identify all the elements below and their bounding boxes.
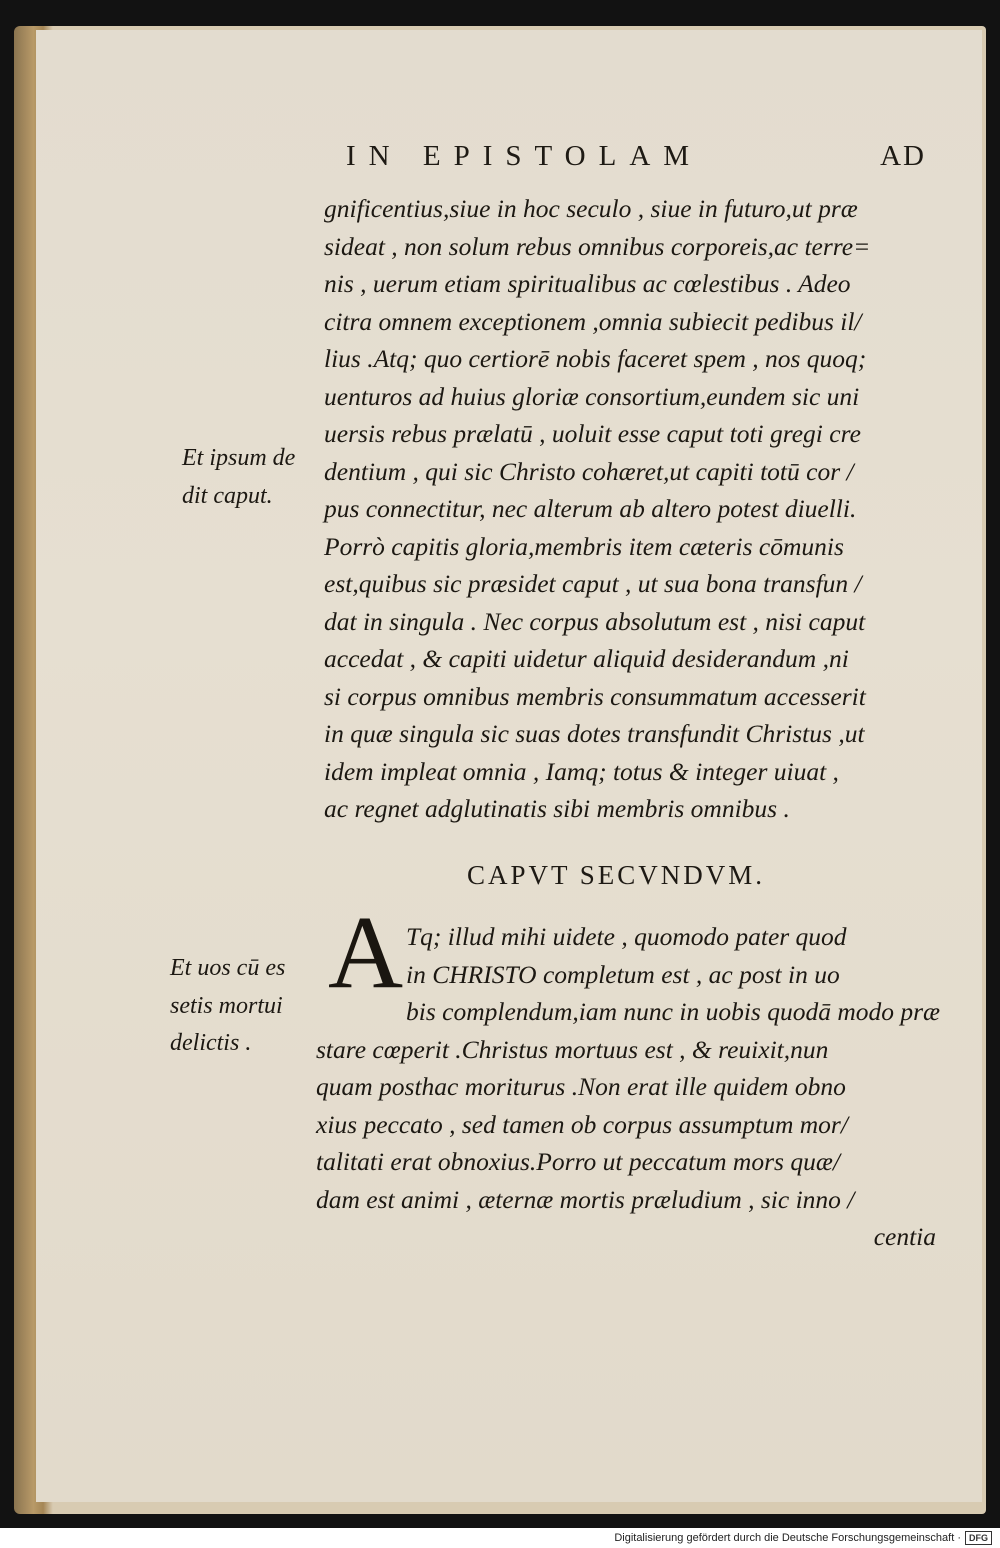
text-line: dam est animi , æternæ mortis præludium , sic inno / [316,1184,855,1214]
text-line: nis , uerum etiam spiritualibus ac cœlestibus . Adeo [324,269,851,298]
text-line: quam posthac moriturus .Non erat ille quidem obno [316,1072,846,1101]
footer-credit: Digitalisierung gefördert durch die Deutsche Forschungsgemeinschaft · [614,1532,961,1544]
text-line: in quæ singula sic suas dotes transfundit Christus ,ut [324,719,865,748]
text-line: idem impleat omnia , Iamq; totus & integer uiuat , [324,756,839,786]
text-line: uersis rebus prælatū , uoluit esse caput toti gregi cre [324,419,861,448]
text-line: lius .Atq; quo certiorē nobis faceret spem , nos quoq; [324,344,867,373]
margin-note-line: Et uos cū es [170,955,286,981]
running-head [346,140,926,184]
margin-note-line: Et ipsum de [182,445,296,471]
text-line: dentium , qui sic Christo cohæret,ut capiti totū cor / [324,456,854,486]
text-line: bis complendum,iam nunc in uobis quodā modo præ [406,997,941,1026]
text-line: Tq; illud mihi uidete , quomodo pater quod [406,922,847,951]
text-line: gnificentius,siue in hoc seculo , siue in futuro,ut præ [324,194,858,223]
chapter-heading: CAPVT SECVNDVM. [466,860,766,890]
running-head-ad: AD [880,140,926,172]
text-line: ac regnet adglutinatis sibi membris omnibus . [324,794,790,823]
text-line: citra omnem exceptionem ,omnia subiecit pedibus il/ [324,306,862,336]
text-line: pus connectitur, nec alterum ab altero potest diuelli. [324,494,857,523]
catchword: centia [873,1222,936,1251]
dfg-logo-icon: DFG [965,1531,992,1545]
text-line: est,quibus sic præsidet caput , ut sua bona transfun / [324,569,862,598]
text-line: talitati erat obnoxius.Porro ut peccatum mors quæ/ [316,1147,840,1176]
chapter-text-block [316,918,946,1256]
margin-note-line: dit caput. [182,482,273,509]
text-line: uenturos ad huius gloriæ consortium,eundem sic uni [324,381,860,411]
drop-cap: A [328,895,404,1010]
text-line: sideat , non solum rebus omnibus corporeis,ac terre= [324,231,871,261]
text-line: accedat , & capiti uidetur aliquid desiderandum ,ni [324,644,849,673]
text-line: in CHRISTO completum est , ac post in uo [406,959,840,989]
margin-note-1 [182,440,332,515]
book-page [36,30,982,1502]
running-head-title: IN EPISTOLAM [346,140,703,172]
text-line: stare cœperit .Christus mortuus est , & reuixit,nun [316,1034,829,1064]
margin-note-2 [170,950,330,1063]
main-text-block [324,190,944,828]
text-line: dat in singula . Nec corpus absolutum est , nisi caput [324,606,866,636]
margin-note-line: delictis . [170,1030,252,1056]
text-line: Porrò capitis gloria,membris item cæteris cōmunis [324,531,844,561]
digitization-footer [0,1528,1000,1548]
text-line: xius peccato , sed tamen ob corpus assumptum mor/ [316,1109,848,1139]
text-line: si corpus omnibus membris consummatum accesserit [324,681,866,711]
margin-note-line: setis mortui [170,992,283,1019]
